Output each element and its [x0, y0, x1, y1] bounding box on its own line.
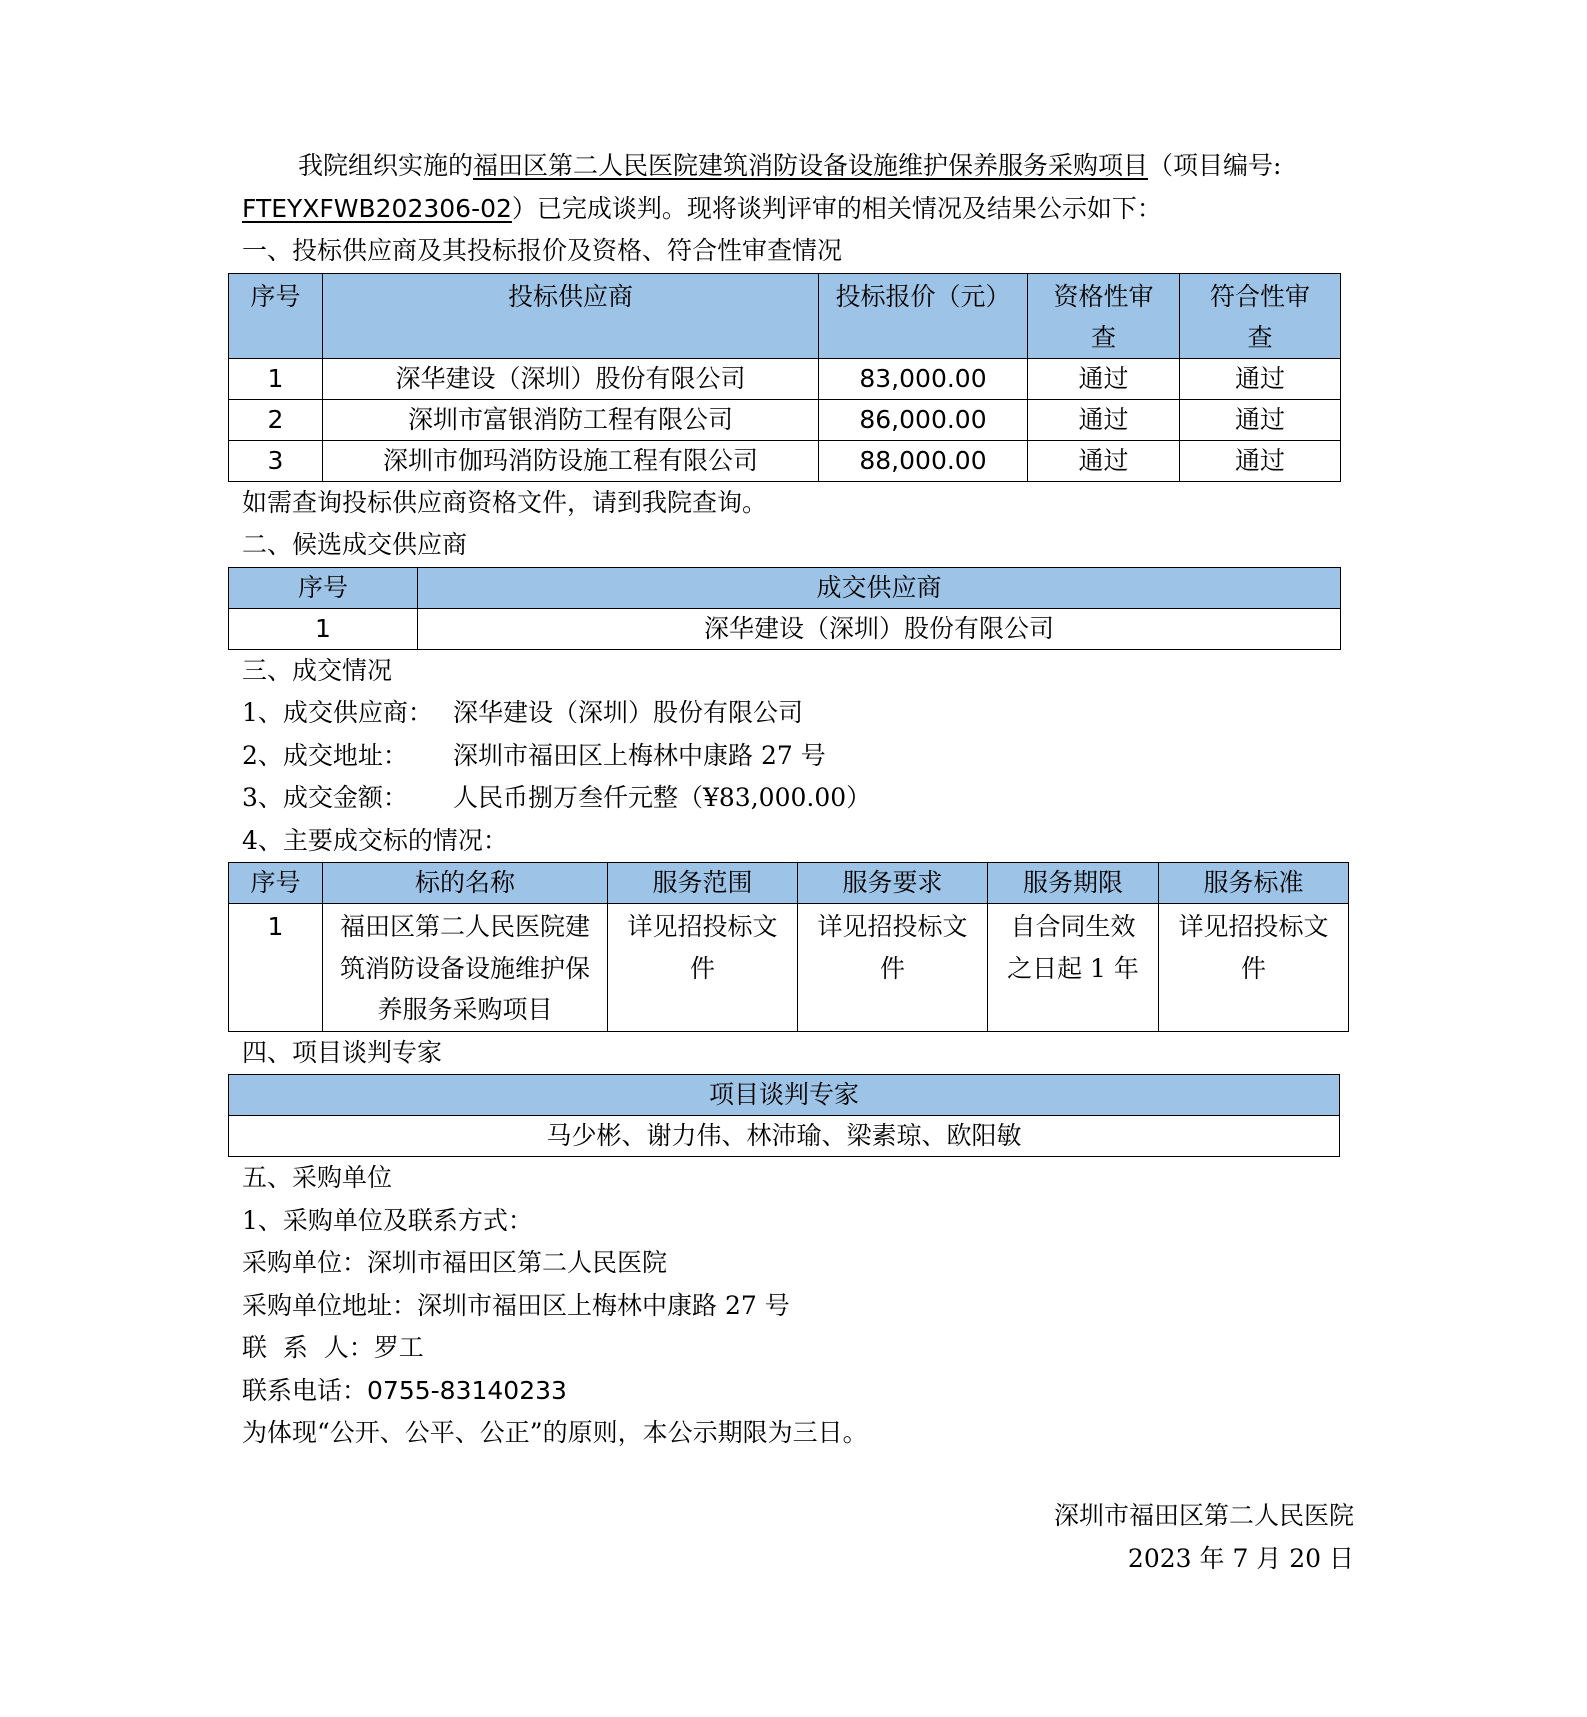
table-header-row — [229, 567, 1341, 608]
table-row — [229, 399, 1341, 440]
deal-amount-value: 人民币捌万叁仟元整（¥83,000.00） — [453, 783, 872, 812]
purchaser-contact: 联 系 人：罗工 — [242, 1333, 424, 1362]
section4-title: 四、项目谈判专家 — [242, 1037, 443, 1067]
experts-list: 马少彬、谢力伟、林沛瑜、梁素琼、欧阳敏 — [229, 1116, 1340, 1157]
row-name: 福田区第二人民医院建筑消防设备设施维护保养服务采购项目 — [323, 904, 608, 1032]
subject-table — [228, 862, 1349, 1032]
purchaser-phone — [242, 1370, 1354, 1413]
intro-suffix: ）已完成谈判。现将谈判评审的相关情况及结果公示如下： — [511, 193, 1162, 223]
row-period: 自合同生效之日起 1 年 — [988, 904, 1159, 1032]
col-header-no: 序号 — [229, 567, 418, 608]
intro-prefix: 我院组织实施的 — [298, 151, 474, 180]
col-header-requirement: 服务要求 — [798, 863, 988, 904]
closing-statement: 为体现“公开、公平、公正”的原则，本公示期限为三日。 — [242, 1418, 868, 1447]
col-header-experts: 项目谈判专家 — [229, 1075, 1340, 1116]
deal-address — [242, 735, 1354, 778]
row-no: 2 — [229, 399, 323, 440]
signature-org: 深圳市福田区第二人民医院 — [1053, 1501, 1354, 1530]
section1-note: 如需查询投标供应商资格文件，请到我院查询。 — [242, 487, 768, 517]
row-supplier: 深华建设（深圳）股份有限公司 — [418, 608, 1341, 649]
row-no: 1 — [229, 904, 323, 1032]
col-header-price: 投标报价（元） — [819, 273, 1028, 358]
table-row — [229, 904, 1349, 1032]
row-supplier: 深华建设（深圳）股份有限公司 — [323, 358, 819, 399]
table-header-row — [229, 863, 1349, 904]
signature-date: 2023 年 7 月 20 日 — [1127, 1543, 1354, 1573]
row-qualification: 通过 — [1028, 440, 1180, 481]
row-price: 83,000.00 — [819, 358, 1028, 399]
project-code: FTEYXFWB202306-02 — [242, 193, 512, 223]
table-header-row — [229, 1075, 1340, 1116]
col-header-qualification: 资格性审查 — [1028, 273, 1180, 358]
project-code-label: （项目编号: — [1148, 151, 1282, 180]
deal-amount-label: 3、成交金额： — [242, 783, 408, 812]
section3-title: 三、成交情况 — [242, 655, 393, 685]
row-compliance: 通过 — [1180, 358, 1341, 399]
row-compliance: 通过 — [1180, 440, 1341, 481]
project-name: 福田区第二人民医院建筑消防设备设施维护保养服务采购项目 — [473, 151, 1149, 180]
col-header-supplier: 成交供应商 — [418, 567, 1341, 608]
row-supplier: 深圳市伽玛消防设施工程有限公司 — [323, 440, 819, 481]
deal-address-label: 2、成交地址： — [242, 740, 408, 770]
row-no: 1 — [229, 358, 323, 399]
row-qualification: 通过 — [1028, 399, 1180, 440]
deal-supplier-label: 1、成交供应商： — [242, 698, 433, 727]
candidate-table — [228, 567, 1341, 650]
row-scope: 详见招投标文件 — [608, 904, 798, 1032]
row-no: 1 — [229, 608, 418, 649]
row-supplier: 深圳市富银消防工程有限公司 — [323, 399, 819, 440]
col-header-compliance: 符合性审查 — [1180, 273, 1341, 358]
deal-supplier — [242, 692, 1354, 735]
section1-title: 一、投标供应商及其投标报价及资格、符合性审查情况 — [242, 236, 843, 265]
bidders-table — [228, 273, 1341, 482]
table-header-row — [229, 273, 1341, 358]
table-row — [229, 1116, 1340, 1157]
section5-title: 五、采购单位 — [242, 1163, 393, 1192]
table-row — [229, 440, 1341, 481]
purchaser-phone-value: 0755-83140233 — [367, 1375, 567, 1405]
purchaser-unit: 采购单位：深圳市福田区第二人民医院 — [242, 1248, 668, 1277]
row-price: 86,000.00 — [819, 399, 1028, 440]
row-no: 3 — [229, 440, 323, 481]
deal-supplier-value: 深华建设（深圳）股份有限公司 — [453, 698, 804, 727]
row-compliance: 通过 — [1180, 399, 1341, 440]
col-header-scope: 服务范围 — [608, 863, 798, 904]
row-price: 88,000.00 — [819, 440, 1028, 481]
signature-block — [1054, 1495, 1354, 1580]
col-header-no: 序号 — [229, 273, 323, 358]
row-requirement: 详见招投标文件 — [798, 904, 988, 1032]
table-row — [229, 608, 1341, 649]
intro-paragraph — [242, 145, 1354, 230]
deal-subject-label: 4、主要成交标的情况： — [242, 825, 508, 855]
col-header-standard: 服务标准 — [1159, 863, 1349, 904]
purchaser-subtitle: 1、采购单位及联系方式： — [242, 1205, 533, 1235]
section2-title: 二、候选成交供应商 — [242, 530, 468, 559]
document-body — [242, 145, 1354, 1455]
table-row — [229, 358, 1341, 399]
row-qualification: 通过 — [1028, 358, 1180, 399]
purchaser-phone-label: 联系电话： — [242, 1375, 368, 1405]
col-header-period: 服务期限 — [988, 863, 1159, 904]
col-header-supplier: 投标供应商 — [323, 273, 819, 358]
deal-address-value: 深圳市福田区上梅林中康路 27 号 — [453, 740, 826, 770]
col-header-name: 标的名称 — [323, 863, 608, 904]
deal-amount — [242, 777, 1354, 820]
row-standard: 详见招投标文件 — [1159, 904, 1349, 1032]
col-header-no: 序号 — [229, 863, 323, 904]
purchaser-address: 采购单位地址：深圳市福田区上梅林中康路 27 号 — [242, 1290, 790, 1320]
experts-table — [228, 1074, 1340, 1157]
